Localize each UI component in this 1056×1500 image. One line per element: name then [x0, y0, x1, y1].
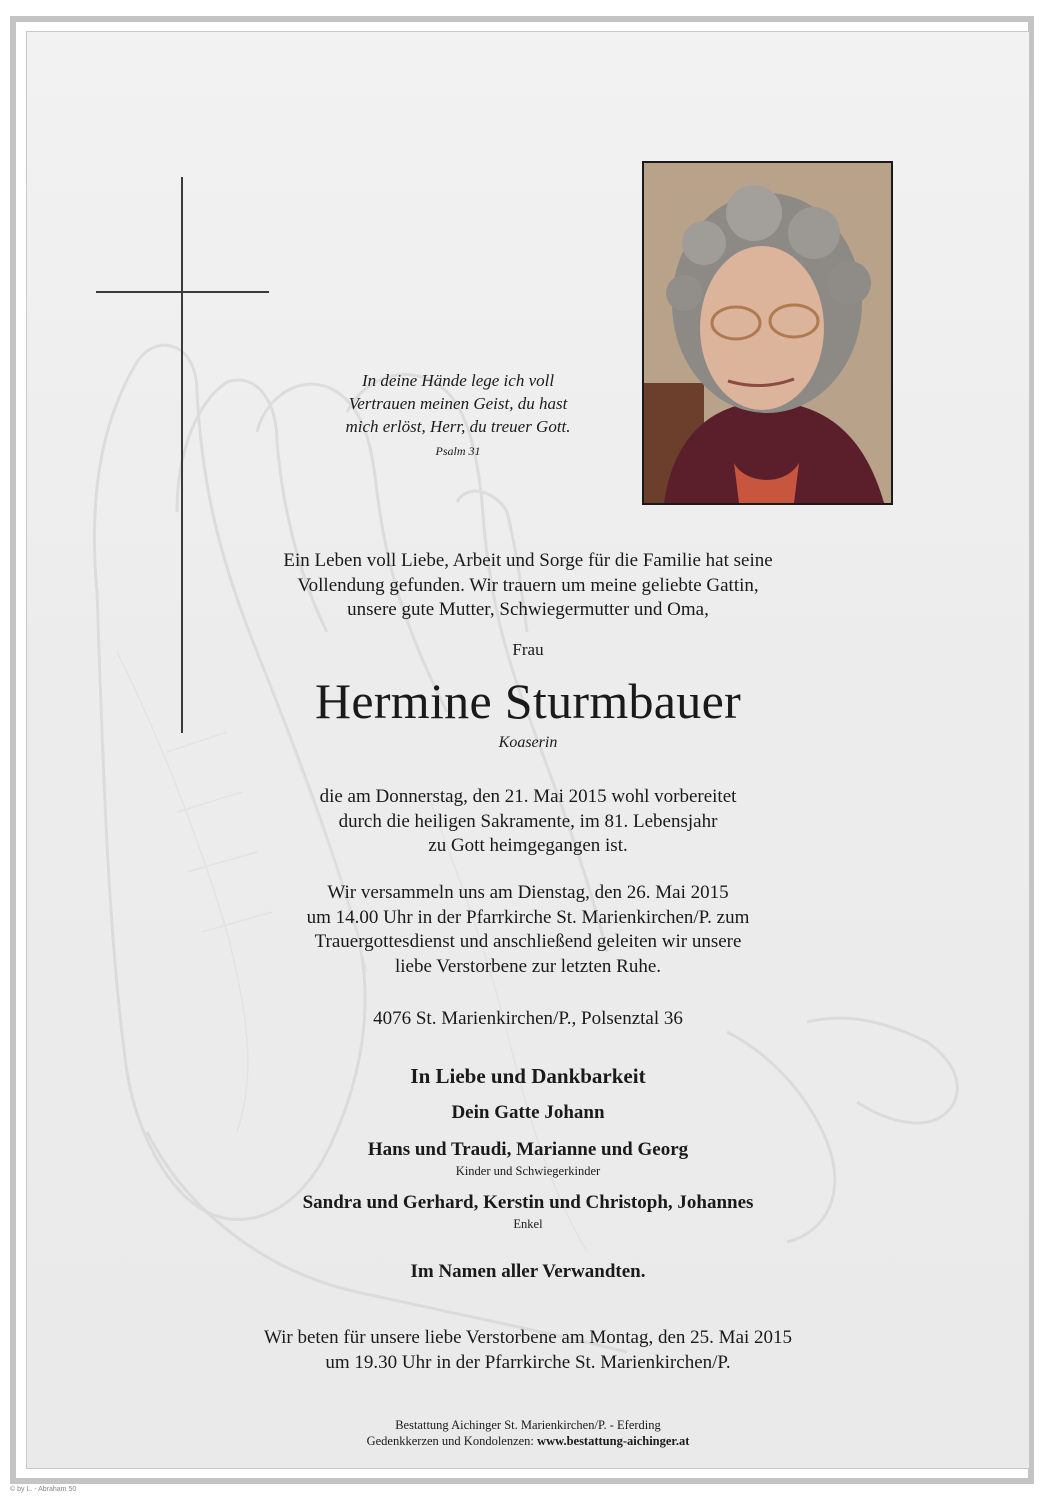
funeral-line: liebe Verstorbene zur letzten Ruhe. — [394, 955, 662, 977]
verse-source: Psalm 31 — [435, 444, 481, 458]
undertaker-info: Bestattung Aichinger St. Marienkirchen/P. - Eferding — [395, 1418, 661, 1432]
rosary-notice — [0, 1326, 1056, 1375]
funeral-line: um 14.00 Uhr in der Pfarrkirche St. Marienkirchen/P. zum — [306, 906, 750, 928]
death-line: zu Gott heimgegangen ist. — [428, 835, 628, 856]
closing-phrase: In Liebe und Dankbarkeit — [410, 1064, 646, 1088]
intro-line: Ein Leben voll Liebe, Arbeit und Sorge für die Familie hat seine — [283, 550, 773, 571]
copyright-note: © by L. - Abraham 50 — [10, 1486, 77, 1493]
mourner-grandchildren: Sandra und Gerhard, Kerstin und Christoph, Johannes — [302, 1192, 754, 1213]
mourner-relatives: Im Namen aller Verwandten. — [410, 1261, 646, 1282]
intro-line: unsere gute Mutter, Schwiegermutter und Oma, — [347, 599, 709, 620]
funeral-notice — [0, 881, 1056, 979]
mourner-spouse: Dein Gatte Johann — [451, 1102, 605, 1123]
intro-text — [0, 549, 1056, 623]
verse-line: mich erlöst, Herr, du treuer Gott. — [345, 417, 571, 436]
cross-horizontal-bar — [96, 291, 269, 293]
verse-line: In deine Hände lege ich voll — [361, 371, 555, 390]
website-link[interactable]: www.bestattung-aichinger.at — [537, 1434, 690, 1448]
condolence-label: Gedenkkerzen und Kondolenzen: — [366, 1434, 534, 1448]
rosary-line: Wir beten für unsere liebe Verstorbene am Montag, den 25. Mai 2015 — [263, 1327, 793, 1348]
portrait-photo — [642, 161, 893, 505]
salutation: Frau — [512, 640, 544, 659]
deceased-name: Hermine Sturmbauer — [314, 673, 742, 729]
death-notice — [0, 785, 1056, 859]
family-address: 4076 St. Marienkirchen/P., Polsenztal 36 — [373, 1008, 683, 1029]
funeral-line: Wir versammeln uns am Dienstag, den 26. Mai 2015 — [327, 882, 729, 903]
mourner-grandchildren-note: Enkel — [513, 1217, 543, 1231]
mourner-children-note: Kinder und Schwiegerkinder — [455, 1164, 601, 1178]
bible-verse — [300, 369, 616, 438]
intro-line: Vollendung gefunden. Wir trauern um meine geliebte Gattin, — [297, 574, 759, 596]
deceased-nickname: Koaserin — [498, 734, 558, 751]
rosary-line: um 19.30 Uhr in der Pfarrkirche St. Marienkirchen/P. — [325, 1351, 731, 1373]
funeral-line: Trauergottesdienst und anschließend geleiten wir unsere — [314, 931, 742, 952]
condolence-info — [0, 1434, 1056, 1449]
death-line: die am Donnerstag, den 21. Mai 2015 wohl vorbereitet — [319, 786, 737, 807]
verse-line: Vertrauen meinen Geist, du hast — [348, 394, 568, 413]
death-line: durch die heiligen Sakramente, im 81. Lebensjahr — [338, 810, 718, 832]
mourner-children: Hans und Traudi, Marianne und Georg — [367, 1139, 689, 1160]
